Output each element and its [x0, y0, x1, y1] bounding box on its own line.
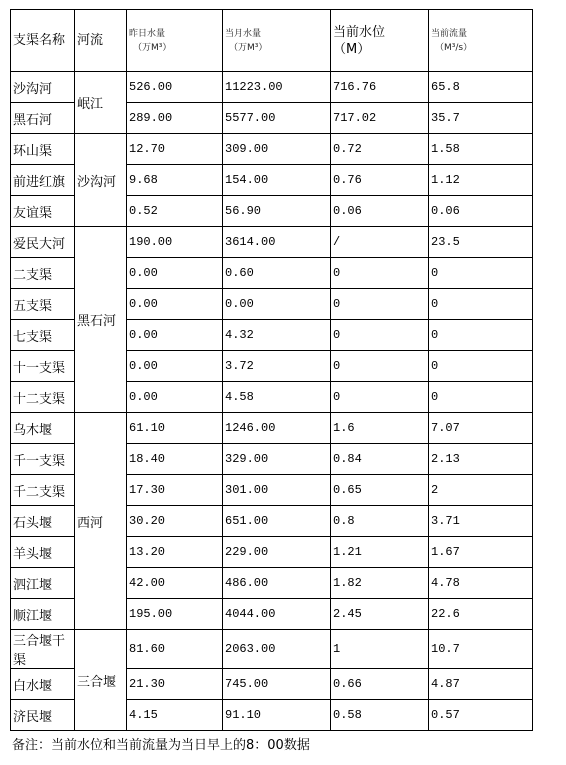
month-volume-cell: 91.10	[223, 700, 331, 731]
current-level-cell: 0.84	[331, 444, 429, 475]
channel-name-cell: 泗江堰	[11, 568, 75, 599]
current-flow-cell: 0.57	[429, 700, 533, 731]
yesterday-volume-cell: 42.00	[127, 568, 223, 599]
current-flow-cell: 0	[429, 351, 533, 382]
current-flow-cell: 2	[429, 475, 533, 506]
river-cell: 西河	[75, 413, 127, 630]
month-volume-cell: 3.72	[223, 351, 331, 382]
header-month-volume	[223, 10, 331, 72]
yesterday-volume-cell: 18.40	[127, 444, 223, 475]
month-volume-cell: 329.00	[223, 444, 331, 475]
current-flow-cell: 0.06	[429, 196, 533, 227]
channel-name-cell: 二支渠	[11, 258, 75, 289]
month-volume-cell: 745.00	[223, 669, 331, 700]
channel-name-cell: 黑石河	[11, 103, 75, 134]
channel-name-cell: 千一支渠	[11, 444, 75, 475]
channel-name-cell: 十二支渠	[11, 382, 75, 413]
current-level-cell: 0	[331, 382, 429, 413]
current-flow-cell: 0	[429, 382, 533, 413]
current-level-cell: 0.72	[331, 134, 429, 165]
channel-name-cell: 白水堰	[11, 669, 75, 700]
header-current-level	[331, 10, 429, 72]
current-level-cell: 2.45	[331, 599, 429, 630]
current-level-cell: 0.65	[331, 475, 429, 506]
yesterday-volume-cell: 30.20	[127, 506, 223, 537]
yesterday-volume-cell: 0.00	[127, 258, 223, 289]
channel-name-cell: 三合堰干渠	[11, 630, 75, 669]
month-volume-cell: 1246.00	[223, 413, 331, 444]
month-volume-cell: 301.00	[223, 475, 331, 506]
current-flow-cell: 23.5	[429, 227, 533, 258]
channel-name-cell: 友谊渠	[11, 196, 75, 227]
current-flow-cell: 1.12	[429, 165, 533, 196]
table-body	[11, 72, 533, 731]
river-cell: 岷江	[75, 72, 127, 134]
current-flow-cell: 2.13	[429, 444, 533, 475]
month-volume-cell: 3614.00	[223, 227, 331, 258]
current-flow-cell: 35.7	[429, 103, 533, 134]
month-volume-cell: 5577.00	[223, 103, 331, 134]
yesterday-volume-cell: 0.00	[127, 320, 223, 351]
header-flow-line1: 当前流量	[431, 28, 468, 39]
channel-name-cell: 石头堰	[11, 506, 75, 537]
table-row	[11, 134, 533, 165]
month-volume-cell: 11223.00	[223, 72, 331, 103]
channel-name-cell: 爱民大河	[11, 227, 75, 258]
current-flow-cell: 3.71	[429, 506, 533, 537]
river-cell: 三合堰	[75, 630, 127, 731]
current-flow-cell: 65.8	[429, 72, 533, 103]
channel-name-cell: 前进红旗	[11, 165, 75, 196]
current-flow-cell: 0	[429, 289, 533, 320]
channel-name-cell: 乌木堰	[11, 413, 75, 444]
yesterday-volume-cell: 0.00	[127, 351, 223, 382]
header-yesterday-line2: （万M³）	[133, 42, 172, 53]
yesterday-volume-cell: 12.70	[127, 134, 223, 165]
channel-name-cell: 沙沟河	[11, 72, 75, 103]
current-level-cell: 1.82	[331, 568, 429, 599]
channel-name-cell: 千二支渠	[11, 475, 75, 506]
yesterday-volume-cell: 526.00	[127, 72, 223, 103]
month-volume-cell: 229.00	[223, 537, 331, 568]
header-month-line1: 当月水量	[225, 28, 262, 39]
table-row	[11, 227, 533, 258]
current-level-cell: 0	[331, 351, 429, 382]
month-volume-cell: 309.00	[223, 134, 331, 165]
water-data-table	[10, 9, 533, 731]
current-flow-cell: 22.6	[429, 599, 533, 630]
current-flow-cell: 4.78	[429, 568, 533, 599]
current-level-cell: 1.21	[331, 537, 429, 568]
month-volume-cell: 0.00	[223, 289, 331, 320]
yesterday-volume-cell: 61.10	[127, 413, 223, 444]
channel-name-cell: 济民堰	[11, 700, 75, 731]
river-cell: 黑石河	[75, 227, 127, 413]
month-volume-cell: 2063.00	[223, 630, 331, 669]
channel-name-cell: 五支渠	[11, 289, 75, 320]
header-channel-name: 支渠名称	[11, 10, 75, 72]
month-volume-cell: 154.00	[223, 165, 331, 196]
yesterday-volume-cell: 0.00	[127, 289, 223, 320]
current-level-cell: 716.76	[331, 72, 429, 103]
current-flow-cell: 4.87	[429, 669, 533, 700]
yesterday-volume-cell: 0.00	[127, 382, 223, 413]
header-yesterday-line1: 昨日水量	[129, 28, 166, 39]
current-level-cell: 0.06	[331, 196, 429, 227]
yesterday-volume-cell: 13.20	[127, 537, 223, 568]
current-flow-cell: 0	[429, 320, 533, 351]
current-level-cell: /	[331, 227, 429, 258]
month-volume-cell: 651.00	[223, 506, 331, 537]
month-volume-cell: 56.90	[223, 196, 331, 227]
footnote: 备注：当前水位和当前流量为当日早上的8：00数据	[12, 738, 310, 753]
current-level-cell: 0.66	[331, 669, 429, 700]
month-volume-cell: 0.60	[223, 258, 331, 289]
channel-name-cell: 顺江堰	[11, 599, 75, 630]
current-level-cell: 0	[331, 289, 429, 320]
month-volume-cell: 4.58	[223, 382, 331, 413]
table-row	[11, 413, 533, 444]
yesterday-volume-cell: 21.30	[127, 669, 223, 700]
yesterday-volume-cell: 195.00	[127, 599, 223, 630]
current-flow-cell: 10.7	[429, 630, 533, 669]
current-level-cell: 717.02	[331, 103, 429, 134]
yesterday-volume-cell: 190.00	[127, 227, 223, 258]
table-row	[11, 72, 533, 103]
current-flow-cell: 7.07	[429, 413, 533, 444]
table-header-row	[11, 10, 533, 72]
header-river: 河流	[75, 10, 127, 72]
channel-name-cell: 十一支渠	[11, 351, 75, 382]
current-flow-cell: 1.58	[429, 134, 533, 165]
yesterday-volume-cell: 289.00	[127, 103, 223, 134]
current-flow-cell: 0	[429, 258, 533, 289]
month-volume-cell: 4.32	[223, 320, 331, 351]
channel-name-cell: 七支渠	[11, 320, 75, 351]
current-level-cell: 0	[331, 320, 429, 351]
yesterday-volume-cell: 17.30	[127, 475, 223, 506]
header-flow-line2: （M³/s）	[435, 42, 473, 53]
yesterday-volume-cell: 0.52	[127, 196, 223, 227]
current-flow-cell: 1.67	[429, 537, 533, 568]
header-level-line1: 当前水位	[333, 24, 386, 40]
month-volume-cell: 4044.00	[223, 599, 331, 630]
current-level-cell: 0.76	[331, 165, 429, 196]
channel-name-cell: 羊头堰	[11, 537, 75, 568]
month-volume-cell: 486.00	[223, 568, 331, 599]
current-level-cell: 1.6	[331, 413, 429, 444]
current-level-cell: 1	[331, 630, 429, 669]
header-current-flow	[429, 10, 533, 72]
yesterday-volume-cell: 9.68	[127, 165, 223, 196]
current-level-cell: 0	[331, 258, 429, 289]
channel-name-cell: 环山渠	[11, 134, 75, 165]
table-row	[11, 630, 533, 669]
current-level-cell: 0.8	[331, 506, 429, 537]
header-month-line2: （万M³）	[229, 42, 268, 53]
current-level-cell: 0.58	[331, 700, 429, 731]
header-level-line2: （M）	[333, 41, 371, 57]
header-yesterday-volume	[127, 10, 223, 72]
yesterday-volume-cell: 81.60	[127, 630, 223, 669]
yesterday-volume-cell: 4.15	[127, 700, 223, 731]
river-cell: 沙沟河	[75, 134, 127, 227]
